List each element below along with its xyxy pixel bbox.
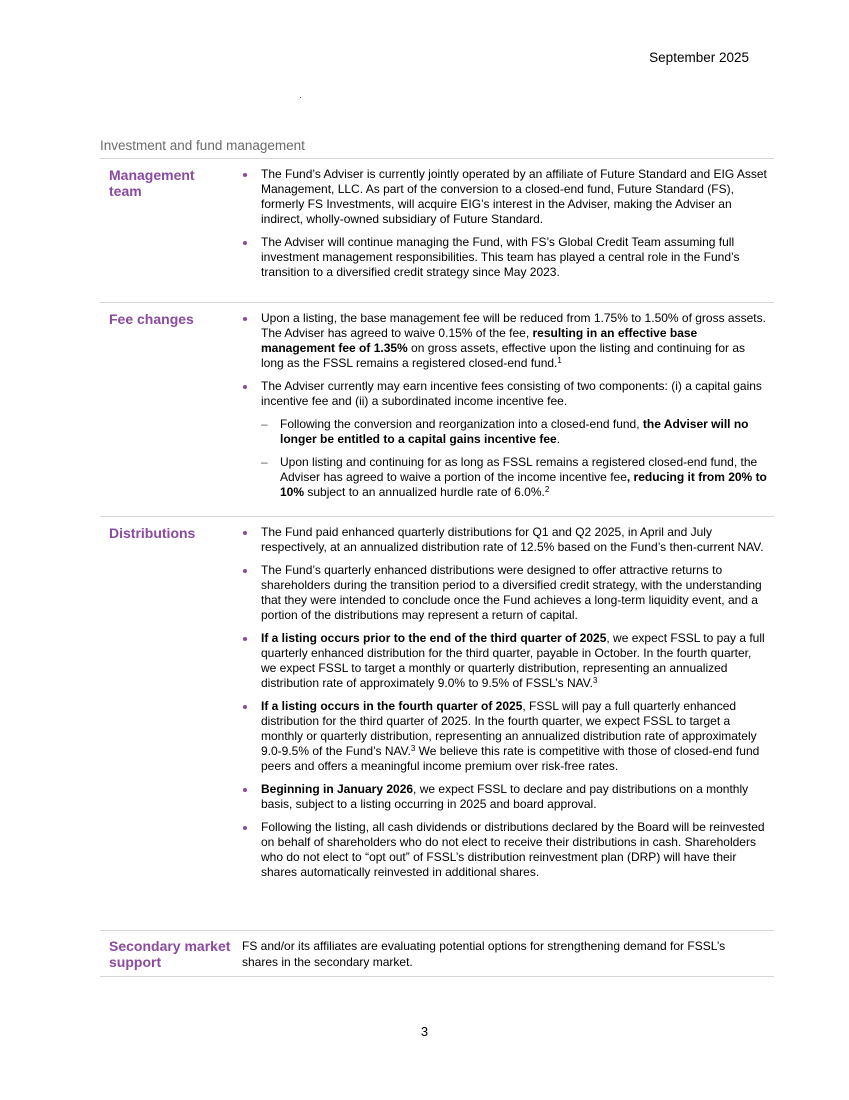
- bold-run: If a listing occurs in the fourth quarter of 2025: [261, 699, 523, 713]
- management-team-content: [240, 167, 768, 288]
- sub-list-item: [261, 455, 768, 500]
- list-item: [240, 699, 768, 774]
- text-run: Following the conversion and reorganization into a closed-end fund,: [280, 417, 643, 431]
- secondary-market-text: FS and/or its affiliates are evaluating potential options for strengthening demand for FSSL’s shares in the secondary market.: [242, 939, 726, 969]
- fee-changes-row: [100, 302, 774, 517]
- text-run: , we expect FSSL to declare and pay distributions on a monthly basis, subject to a listing occurring in 2025 and board approval.: [261, 782, 749, 811]
- distributions-row: [100, 516, 774, 931]
- bullet-text: The Adviser will continue managing the Fund, with FS’s Global Credit Team assuming full investment management responsibilities. This team has played a central role in the Fund’s transition to a diversified credit strategy since May 2023.: [261, 235, 740, 279]
- bold-run: , reducing it from 20% to 10%: [280, 470, 767, 499]
- document-date: September 2025: [649, 50, 749, 65]
- text-run: Upon listing and continuing for as long as FSSL remains a registered closed-end fund, the Adviser has agreed to waive a portion of the income incentive fee: [280, 455, 758, 484]
- bold-run: the Adviser will no longer be entitled to a capital gains incentive fee: [280, 417, 749, 446]
- list-item: [240, 379, 768, 500]
- secondary-market-label: [109, 938, 239, 970]
- footnote-ref: 2: [544, 485, 550, 494]
- page-number: 3: [420, 1024, 429, 1039]
- text-run: on gross assets, effective upon the listing and continuing for as long as the FSSL remains a registered closed-end fund.: [261, 341, 746, 370]
- text-run: , we expect FSSL to pay a full quarterly enhanced distribution for the third quarter, payable in October. In the fourth quarter, we expect FSSL to target a monthly or quarterly distribution, representing an annualized distribution rate of approximately 9.0% to 9.5% of FSSL’s NAV.: [261, 631, 765, 690]
- bullet-text: Following the listing, all cash dividends or distributions declared by the Board will be reinvested on behalf of shareholders who do not elect to receive their distributions in cash. Shareholders who do not elect to “opt out” of FSSL’s distribution reinvestment plan (DRP) will have their shares automatically reinvested in additional shares.: [261, 820, 765, 879]
- secondary-market-row: [100, 930, 774, 977]
- list-item: [240, 631, 768, 691]
- text-run: subject to an annualized hurdle rate of 6.0%.: [304, 485, 545, 499]
- management-label-line1: Management: [109, 167, 195, 183]
- text-run: Upon a listing, the base management fee will be reduced from 1.75% to 1.50% of gross assets. The Adviser has agreed to waive 0.15% of the fee,: [261, 311, 766, 340]
- distributions-content: [240, 525, 768, 888]
- secondary-label-line1: Secondary market: [109, 938, 231, 954]
- secondary-label-line2: support: [109, 954, 162, 970]
- sub-list-item: [261, 417, 768, 447]
- list-item: [240, 235, 768, 280]
- distributions-label: Distributions: [109, 525, 196, 541]
- list-item: [240, 167, 768, 227]
- bullet-text: The Fund’s Adviser is currently jointly operated by an affiliate of Future Standard and EIG Asset Management, LLC. As part of the conversion to a closed-end fund, Future Standard (FS), formerly FS Investments, will acquire EIG’s interest in the Adviser, making the Adviser an indirect, wholly-owned subsidiary of Future Standard.: [261, 167, 767, 226]
- fee-changes-content: [240, 311, 768, 508]
- text-run: , FSSL will pay a full quarterly enhanced distribution for the third quarter of 2025. In the fourth quarter, we expect FSSL to target a monthly or quarterly distribution, representing an annualized distribution rate of approximately 9.0-9.5% of the Fund’s NAV.: [261, 699, 757, 758]
- footnote-ref: 3: [592, 676, 598, 685]
- bold-run: Beginning in January 2026: [261, 782, 414, 796]
- list-item: [240, 525, 768, 555]
- fee-changes-label: Fee changes: [109, 311, 194, 327]
- management-label-line2: team: [109, 183, 142, 199]
- management-team-label: [109, 167, 239, 199]
- list-item: [240, 820, 768, 880]
- bold-run: resulting in an effective base management fee of 1.35%: [261, 326, 698, 355]
- section-title: Investment and fund management: [100, 138, 305, 153]
- footnote-ref: 3: [410, 744, 416, 753]
- bullet-text: The Fund paid enhanced quarterly distributions for Q1 and Q2 2025, in April and July respectively, at an annualized distribution rate of 12.5% based on the Fund’s then-current NAV.: [261, 525, 764, 554]
- list-item: [240, 782, 768, 812]
- text-run: We believe this rate is competitive with those of closed-end fund peers and offers a meaningful income premium over risk-free rates.: [261, 744, 760, 773]
- bullet-text: The Adviser currently may earn incentive fees consisting of two components: (i) a capital gains incentive fee and (ii) a subordinated income incentive fee.: [261, 379, 762, 408]
- bold-run: If a listing occurs prior to the end of the third quarter of 2025: [261, 631, 607, 645]
- bullet-text: The Fund’s quarterly enhanced distributions were designed to offer attractive returns to shareholders during the transition period to a diversified credit strategy, with the understanding that they were intended to conclude once the Fund achieves a long-term liquidity event, and a portion of the distributions may represent a return of capital.: [261, 563, 762, 622]
- management-team-row: [100, 158, 774, 303]
- list-item: [240, 311, 768, 371]
- stray-dot: [300, 97, 301, 98]
- list-item: [240, 563, 768, 623]
- text-run: .: [556, 432, 561, 446]
- footnote-ref: 1: [557, 356, 562, 365]
